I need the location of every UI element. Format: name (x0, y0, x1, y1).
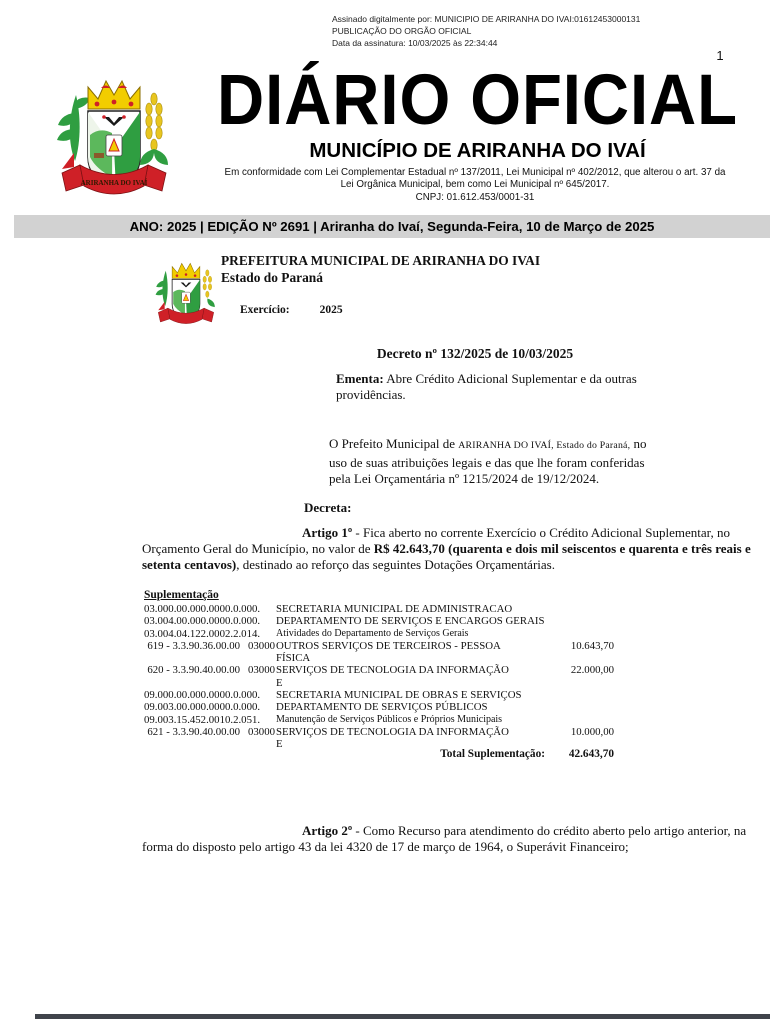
row-value (548, 689, 614, 701)
article-2-text: - Como Recurso para atendimento do crédito aberto pelo artigo anterior, na forma do disposto pelo artigo 43 da lei 4320 de 17 de março de 1964, o Superávit Financeiro; (142, 823, 747, 854)
ementa-label: Ementa: (336, 371, 384, 386)
legal-line: Lei Orgânica Municipal, bem como Lei Municipal nº 645/2017. (340, 179, 610, 191)
row-code: 620 - 3.3.90.40.00.00 (147, 664, 240, 677)
row-code: 03.000.00.000.0000.0.000. (144, 603, 261, 615)
entity-name: PREFEITURA MUNICIPAL DE ARIRANHA DO IVAI (221, 253, 541, 268)
legal-line: CNPJ: 01.612.453/0001-31 (415, 191, 535, 203)
article-1-amount-words: (quarenta e dois mil seiscentos e quarenta e três reais e setenta centavos) (142, 541, 751, 572)
ementa-paragraph (336, 371, 642, 402)
municipal-coat-of-arms-icon (154, 250, 218, 330)
ribbon-text: ARIRANHA DO IVAÍ (80, 179, 148, 187)
row-description: SECRETARIA MUNICIPAL DE ADMINISTRACAO (276, 603, 513, 615)
decreta-label: Decreta: (304, 500, 352, 515)
row-code: 09.000.00.000.0000.0.000. (144, 689, 261, 702)
total-label: Total Suplementação: (440, 748, 545, 760)
total-value: 42.643,70 (568, 748, 614, 760)
article-2-paragraph (142, 823, 754, 855)
table-row (142, 689, 622, 701)
row-source (248, 714, 276, 726)
row-code: 03.004.00.000.0000.0.000. (144, 615, 261, 628)
signature-line: PUBLICAÇÃO DO ORGÃO OFICIAL (332, 26, 472, 36)
row-value: 22.000,00 (570, 664, 614, 677)
row-description: Manutenção de Serviços Públicos e Próprios Municipais (276, 713, 503, 725)
supplement-heading: Suplementação (144, 589, 219, 601)
edition-banner: ANO: 2025 | EDIÇÃO Nº 2691 | Ariranha do Ivaí, Segunda-Feira, 10 de Março de 2025 (14, 215, 770, 238)
signature-line: Data da assinatura: 10/03/2025 às 22:34:44 (332, 38, 498, 48)
row-code: 09.003.00.000.0000.0.000. (144, 701, 261, 714)
article-1-label: Artigo 1º (302, 525, 353, 540)
table-row (142, 628, 622, 640)
table-row (142, 714, 622, 726)
row-value (548, 615, 614, 627)
corn-plant-icon (57, 95, 90, 169)
preamble-paragraph (329, 436, 665, 488)
preamble-smallcaps: ARIRANHA DO IVAÍ, Estado do Paraná, (458, 440, 631, 451)
row-value (548, 701, 614, 713)
row-value (548, 603, 614, 615)
article-2-label: Artigo 2º (302, 823, 353, 838)
row-source (248, 701, 276, 713)
digital-signature-block (332, 13, 640, 49)
crown-icon (88, 81, 140, 109)
row-value (548, 714, 614, 726)
row-source (248, 628, 276, 640)
exercise-row (240, 304, 343, 316)
row-source (248, 603, 276, 615)
signature-line: Assinado digitalmente por: MUNICIPIO DE ARIRANHA DO IVAI:01612453000131 (332, 14, 641, 24)
row-value (548, 628, 614, 640)
table-row (142, 603, 622, 615)
table-row (142, 726, 622, 751)
table-row (142, 664, 622, 689)
row-description: SERVIÇOS DE TECNOLOGIA DA INFORMAÇÃO E (276, 664, 509, 689)
row-code: 03.004.04.122.0002.2.014. (144, 627, 261, 640)
table-row (142, 615, 622, 627)
table-row (142, 640, 622, 665)
row-description: DEPARTAMENTO DE SERVIÇOS E ENCARGOS GERAIS (276, 615, 545, 628)
exercise-label: Exercício: (240, 304, 290, 316)
wheat-icon (140, 93, 168, 165)
row-value: 10.000,00 (570, 725, 614, 738)
article-1-amount: R$ 42.643,70 (373, 541, 445, 556)
ementa-text: Abre Crédito Adicional Suplementar e da outras providências. (336, 371, 637, 402)
exercise-value: 2025 (319, 304, 343, 316)
row-source: 03000 (248, 664, 275, 677)
row-source (248, 615, 276, 627)
preamble-start: O Prefeito Municipal de (329, 436, 459, 451)
decree-title: Decreto nº 132/2025 de 10/03/2025 (376, 346, 574, 361)
row-value: 10.643,70 (570, 639, 614, 652)
row-code: 619 - 3.3.90.36.00.00 (147, 639, 240, 652)
article-1-paragraph (142, 525, 754, 573)
row-source: 03000 (248, 725, 275, 738)
entity-state: Estado do Paraná (221, 270, 323, 285)
row-description: SERVIÇOS DE TECNOLOGIA DA INFORMAÇÃO E (276, 725, 509, 751)
supplement-table (142, 603, 622, 751)
preamble-rest: no uso de suas atribuições legais e das que lhe foram conferidas pela Lei Orçamentária nº 1215/2024 de 19/12/2024. (329, 436, 647, 486)
gazette-title: DIÁRIO OFICIAL (217, 61, 738, 140)
municipal-coat-of-arms-icon (52, 57, 176, 205)
footer-divider-bar (35, 1014, 770, 1019)
legal-compliance-note (185, 167, 765, 204)
page-number: 1 (716, 48, 724, 63)
article-1-text: , destinado ao reforço das seguintes Dotações Orçamentárias. (236, 557, 555, 572)
row-source (248, 689, 276, 701)
legal-line: Em conformidade com Lei Complementar Estadual nº 137/2011, Lei Municipal nº 402/2012, que alterou o art. 37 da (224, 167, 726, 178)
article-1-text: - Fica aberto no corrente Exercício o Crédito Adicional Suplementar, no Orçamento Geral do Município, no valor de (142, 525, 730, 556)
row-description: Atividades do Departamento de Serviços Gerais (276, 627, 469, 639)
table-row (142, 701, 622, 713)
row-description: DEPARTAMENTO DE SERVIÇOS PÚBLICOS (276, 701, 488, 714)
municipality-name: MUNICÍPIO DE ARIRANHA DO IVAÍ (309, 139, 646, 162)
row-description: OUTROS SERVIÇOS DE TERCEIROS - PESSOA FÍSICA (276, 639, 501, 665)
row-code: 09.003.15.452.0010.2.051. (144, 713, 261, 726)
total-row (142, 748, 614, 760)
row-description: SECRETARIA MUNICIPAL DE OBRAS E SERVIÇOS (276, 689, 522, 702)
row-code: 621 - 3.3.90.40.00.00 (147, 725, 240, 738)
row-source: 03000 (248, 639, 275, 652)
